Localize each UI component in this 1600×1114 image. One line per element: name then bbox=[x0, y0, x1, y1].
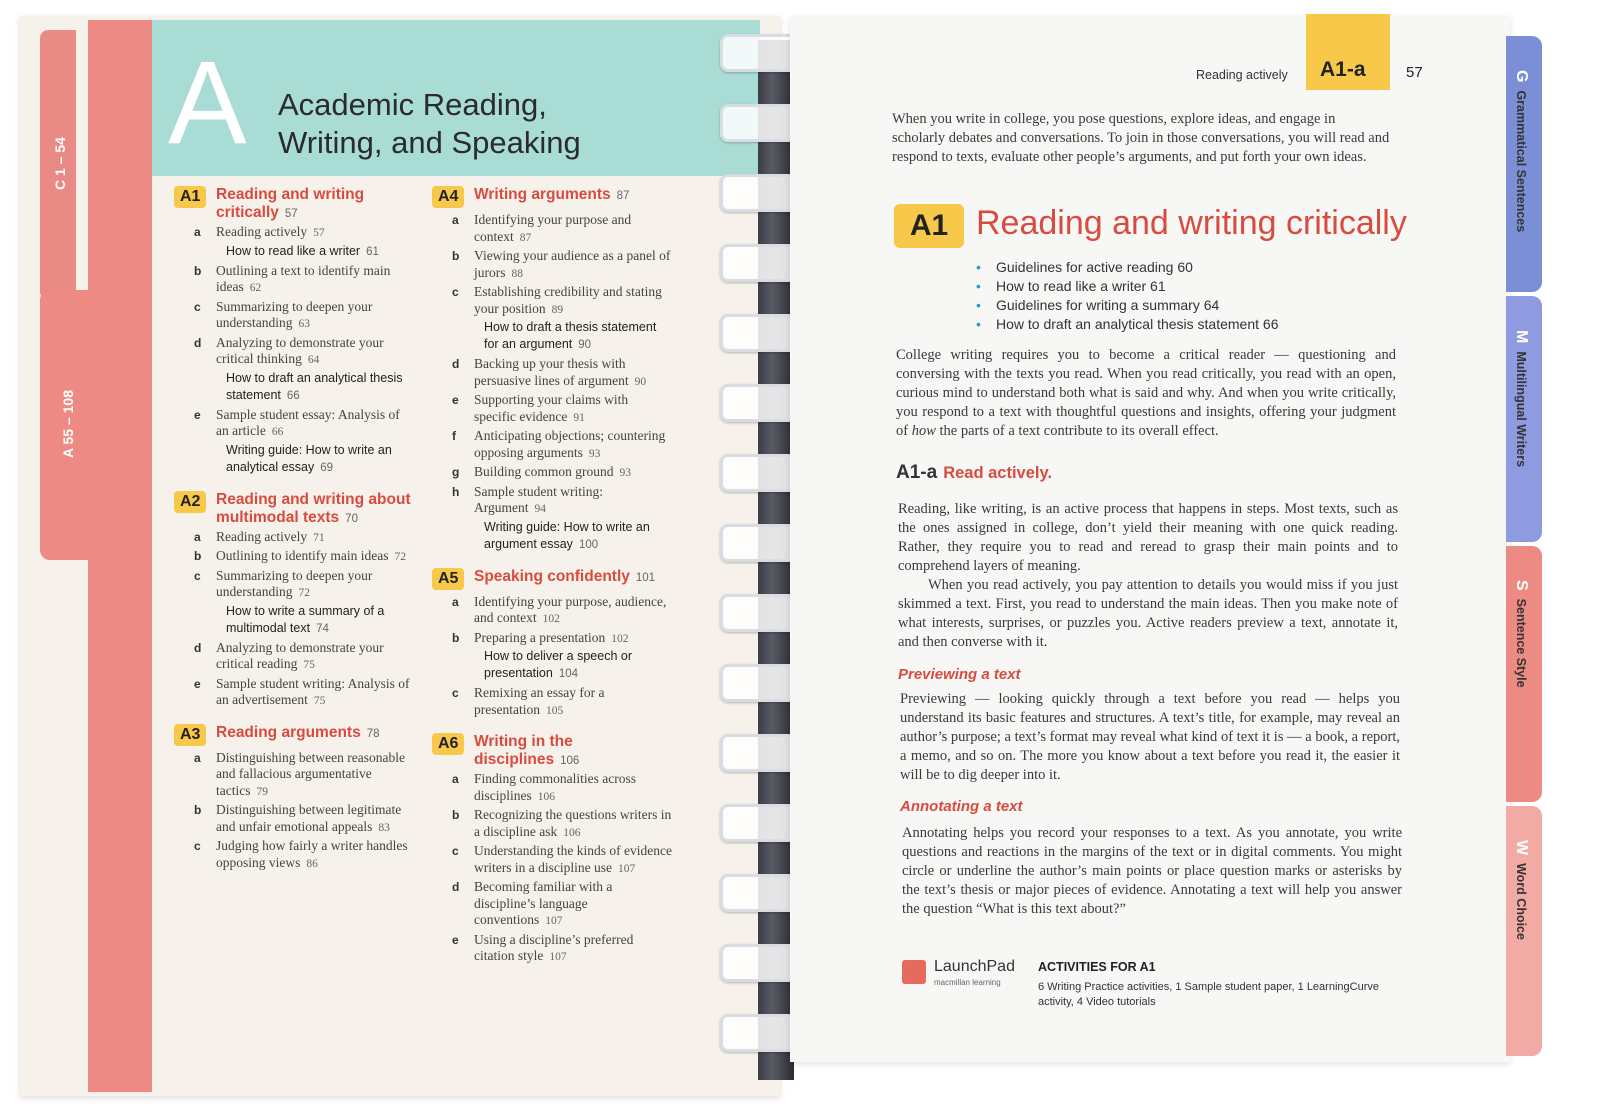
toc-item-text: Understanding the kinds of evidence writers in a discipline use bbox=[474, 843, 672, 875]
toc-item-text: Outlining a text to identify main ideas bbox=[216, 262, 391, 294]
side-tab-s[interactable] bbox=[1506, 546, 1542, 802]
side-tab-label bbox=[1512, 580, 1530, 688]
tab-c-label: C 1 – 54 bbox=[52, 137, 68, 190]
toc-item-page: 93 bbox=[619, 467, 631, 479]
toc-item-page: 90 bbox=[634, 375, 647, 388]
paragraph-4: Previewing — looking quickly through a text before you read — helps you understand its basic features and structures. A text’s title, for example, may reveal an author’s purpose; a text’s format may reveal what kind of text it is — a book, a report, a memo, and so on. The more you know about a text before you read it, the easier it will be to dig deeper into it. bbox=[900, 691, 1400, 783]
toc-subitem-text: How to deliver a speech or presentation bbox=[484, 649, 632, 680]
launchpad-detail: 6 Writing Practice activities, 1 Sample student paper, 1 LearningCurve activity, 4 Video tutorials bbox=[1038, 981, 1379, 1008]
toc-item-letter: b bbox=[194, 803, 202, 817]
section-title: Speaking confidently bbox=[474, 567, 630, 585]
toc-item-letter: c bbox=[194, 568, 201, 583]
section-title: Read actively. bbox=[943, 464, 1053, 482]
toc-item[interactable] bbox=[174, 640, 414, 674]
toc-item[interactable] bbox=[432, 248, 672, 282]
toc-item-page: 75 bbox=[313, 695, 326, 707]
guide-bullet: • How to read like a writer 61 bbox=[976, 277, 1278, 296]
toc-section bbox=[174, 491, 414, 710]
launchpad-name: LaunchPad bbox=[934, 958, 1015, 975]
part-title: Academic Reading, Writing, and Speaking bbox=[278, 87, 581, 160]
toc-subitem[interactable] bbox=[174, 370, 414, 405]
toc-item[interactable] bbox=[174, 750, 414, 801]
toc-item-text: Backing up your thesis with persuasive lines of argument bbox=[474, 356, 629, 388]
section-page: 57 bbox=[284, 208, 298, 220]
toc-item-page: 72 bbox=[298, 587, 310, 599]
chapter-title: Reading and writing critically bbox=[976, 204, 1407, 242]
section-page: 70 bbox=[345, 512, 358, 525]
toc-item-letter: e bbox=[452, 393, 459, 407]
toc-item[interactable] bbox=[432, 843, 672, 877]
side-tab-letter: W bbox=[1513, 840, 1530, 856]
section-heading bbox=[896, 462, 1052, 484]
paragraph-3: When you read actively, you pay attention to details you would miss if you just skimmed a text. First, you read to understand the main ideas. Then you make note of what interests, surprises, or puzzles you. Active readers preview a text, annotate it, and then converse with it. bbox=[898, 577, 1398, 650]
toc-item-page: 87 bbox=[519, 231, 532, 244]
side-tab-text: Grammatical Sentences bbox=[1514, 90, 1528, 233]
guide-bullet: • How to draft an analytical thesis statement 66 bbox=[976, 315, 1278, 334]
toc-item-text: Sample student writing: Argument bbox=[474, 483, 603, 515]
toc-item-text: Using a discipline’s preferred citation style bbox=[474, 931, 634, 963]
part-color-stripe bbox=[88, 20, 152, 1092]
toc-section-head[interactable] bbox=[432, 568, 672, 592]
toc-item-page: 93 bbox=[588, 447, 601, 460]
toc-section bbox=[174, 724, 414, 873]
intro-paragraph: When you write in college, you pose questions, explore ideas, and engage in scholarly debates and conversations. To join in those conversations, you will read and respond to texts, evaluate other people’s arguments, and put forth your own ideas. bbox=[892, 111, 1390, 165]
toc-section-head[interactable] bbox=[174, 186, 414, 222]
toc-item-text: Identifying your purpose and context bbox=[474, 212, 632, 244]
toc-section-head[interactable] bbox=[174, 491, 414, 527]
toc-subitem-page: 104 bbox=[558, 668, 578, 680]
paragraph-5: Annotating helps you record your responses to a text. As you annotate, you write questions and reactions in the margins of the text or in digital comments. You might circle or underline the author’s main points or place question marks or asterisks by the text’s thesis or major pieces of evidence. Annotating a text will help you answer the question “What is this text about?” bbox=[902, 825, 1402, 917]
guide-bullet: • Guidelines for writing a summary 64 bbox=[976, 296, 1278, 315]
side-tab-text: Multilingual Writers bbox=[1514, 351, 1528, 468]
toc-item-page: 107 bbox=[549, 951, 567, 963]
toc-subitem[interactable] bbox=[432, 319, 672, 354]
toc-item-page: 62 bbox=[249, 282, 262, 294]
guide-bullet: • Guidelines for active reading 60 bbox=[976, 258, 1278, 277]
toc-item-page: 94 bbox=[534, 503, 546, 515]
toc-item-page: 72 bbox=[394, 551, 406, 563]
toc-item-letter: d bbox=[452, 357, 460, 371]
toc-item[interactable] bbox=[432, 356, 672, 390]
toc-item-text: Distinguishing between reasonable and fallacious argumentative tactics bbox=[216, 749, 405, 798]
toc-item-text: Analyzing to demonstrate your critical thinking bbox=[216, 334, 384, 366]
toc-item-page: 64 bbox=[307, 354, 320, 366]
toc-item-text: Reading actively bbox=[216, 224, 308, 239]
subhead-previewing: Previewing a text bbox=[898, 666, 1021, 683]
tab-c[interactable] bbox=[40, 30, 76, 300]
toc-item[interactable] bbox=[432, 392, 672, 426]
toc-item-letter: a bbox=[452, 772, 459, 786]
launchpad-activities: ACTIVITIES FOR A1 bbox=[1038, 960, 1156, 974]
toc-item-letter: e bbox=[452, 932, 459, 947]
toc-item-text: Becoming familiar with a discipline’s language conventions bbox=[474, 879, 613, 927]
paragraph-1-end: the parts of a text contribute to its overall effect. bbox=[935, 423, 1219, 439]
section-page: 87 bbox=[616, 190, 630, 202]
toc-item-letter: c bbox=[452, 285, 459, 299]
toc-item-letter: c bbox=[194, 839, 201, 853]
section-badge: A4 bbox=[432, 186, 464, 208]
toc-item-page: 105 bbox=[545, 704, 564, 717]
toc-item-letter: h bbox=[452, 484, 460, 499]
launchpad-logo-icon bbox=[902, 960, 926, 984]
toc-item-page: 75 bbox=[303, 659, 315, 671]
toc-subitem[interactable] bbox=[432, 519, 672, 554]
toc-section-head[interactable] bbox=[432, 186, 672, 210]
paragraph-1-italic: how bbox=[911, 423, 936, 439]
toc-item-letter: a bbox=[194, 225, 201, 239]
toc-item-text: Identifying your purpose, audience, and context bbox=[474, 593, 667, 625]
toc-item-text: Reading actively bbox=[216, 528, 308, 544]
toc-subitem[interactable] bbox=[174, 603, 414, 638]
toc-item[interactable] bbox=[174, 299, 414, 333]
toc-item-page: 66 bbox=[271, 426, 284, 438]
part-letter: A bbox=[168, 37, 247, 169]
toc-section bbox=[174, 186, 414, 477]
toc-subitem-text: Writing guide: How to write an argument essay bbox=[484, 519, 650, 551]
toc-item-letter: b bbox=[452, 249, 460, 263]
section-badge: A5 bbox=[432, 568, 464, 590]
side-tab-text: Word Choice bbox=[1514, 863, 1528, 940]
toc-item-letter: b bbox=[452, 630, 460, 645]
toc-item-letter: c bbox=[452, 686, 459, 700]
toc-subitem-page: 90 bbox=[578, 339, 592, 351]
toc-section bbox=[432, 568, 672, 720]
launchpad-box bbox=[902, 958, 1402, 1018]
toc-item-text: Finding commonalities across disciplines bbox=[474, 771, 636, 803]
section-title: Reading and writing about multimodal texts bbox=[216, 490, 411, 526]
section-title: Reading arguments bbox=[216, 723, 361, 741]
toc-item-page: 63 bbox=[298, 318, 310, 330]
toc-item[interactable] bbox=[432, 879, 672, 930]
tab-a-label: A 55 – 108 bbox=[60, 390, 76, 458]
toc-item-letter: c bbox=[452, 844, 459, 858]
chapter-guides-list bbox=[976, 258, 1278, 334]
toc-item[interactable] bbox=[174, 263, 414, 297]
toc-item[interactable] bbox=[174, 838, 414, 872]
toc-section-head[interactable] bbox=[174, 724, 414, 748]
toc-item-letter: e bbox=[194, 676, 201, 691]
toc-item-text: Viewing your audience as a panel of jurors bbox=[474, 248, 671, 280]
toc-item-text: Remixing an essay for a presentation bbox=[474, 685, 605, 717]
launchpad-sub: macmillan learning bbox=[934, 978, 1001, 987]
toc-subitem-text: How to write a summary of a multimodal text bbox=[226, 603, 385, 635]
section-badge: A1 bbox=[174, 186, 206, 208]
toc-item-text: Outlining to identify main ideas bbox=[216, 548, 389, 563]
side-tab-g[interactable] bbox=[1506, 36, 1542, 292]
toc-item[interactable] bbox=[432, 594, 672, 628]
toc-item[interactable] bbox=[174, 407, 414, 441]
toc-item-text: Anticipating objections; countering opposing arguments bbox=[474, 428, 666, 460]
section-badge: A2 bbox=[174, 491, 206, 513]
toc-item-letter: c bbox=[194, 299, 201, 314]
toc-item-text: Recognizing the questions writers in a discipline ask bbox=[474, 807, 672, 839]
side-tab-w[interactable] bbox=[1506, 806, 1542, 1056]
toc-item[interactable] bbox=[432, 284, 672, 318]
section-title: Reading and writing critically bbox=[216, 186, 365, 221]
section-marker: A1-a bbox=[1320, 58, 1366, 81]
toc-item-page: 106 bbox=[537, 790, 555, 803]
toc-item[interactable] bbox=[432, 464, 672, 482]
toc-item-letter: a bbox=[452, 594, 459, 609]
toc-item-letter: b bbox=[194, 549, 202, 563]
section-title: Writing arguments bbox=[474, 186, 611, 203]
toc-subitem-page: 74 bbox=[316, 622, 329, 635]
toc-item-page: 71 bbox=[313, 531, 325, 544]
toc-item-text: Establishing credibility and stating your position bbox=[474, 284, 662, 316]
toc-item-text: Judging how fairly a writer handles opposing views bbox=[216, 838, 408, 870]
toc-subitem[interactable] bbox=[174, 442, 414, 477]
section-page: 101 bbox=[635, 571, 656, 584]
toc-item-letter: d bbox=[452, 880, 460, 894]
toc-item-page: 86 bbox=[306, 857, 318, 870]
toc-item-text: Distinguishing between legitimate and unfair emotional appeals bbox=[216, 802, 402, 834]
toc-section-head[interactable] bbox=[432, 733, 672, 769]
toc-item[interactable] bbox=[432, 771, 672, 805]
side-tab-m[interactable] bbox=[1506, 296, 1542, 542]
toc-subitem-page: 69 bbox=[320, 461, 334, 474]
toc-item-page: 83 bbox=[378, 821, 390, 834]
toc-item[interactable] bbox=[174, 676, 414, 710]
toc-item-letter: d bbox=[194, 335, 202, 350]
chapter-badge: A1 bbox=[894, 204, 964, 248]
toc-item-text: Supporting your claims with specific evidence bbox=[474, 392, 629, 424]
toc-item-page: 102 bbox=[542, 613, 560, 625]
toc-subitem-page: 66 bbox=[286, 389, 300, 402]
toc-item[interactable] bbox=[432, 212, 672, 246]
running-head: Reading actively bbox=[1196, 68, 1288, 82]
toc-item-page: 79 bbox=[256, 785, 268, 798]
toc-subitem[interactable] bbox=[174, 243, 414, 261]
toc-item[interactable] bbox=[432, 630, 672, 648]
toc-item[interactable] bbox=[174, 548, 414, 566]
toc-subitem-text: How to draft an analytical thesis statement bbox=[226, 370, 403, 402]
side-tab-letter: G bbox=[1513, 70, 1530, 83]
page-number: 57 bbox=[1406, 64, 1423, 81]
side-tab-letter: S bbox=[1513, 580, 1530, 591]
toc-item-letter: g bbox=[452, 465, 460, 479]
section-page: 106 bbox=[560, 755, 580, 767]
toc-item[interactable] bbox=[174, 568, 414, 602]
toc-item-page: 107 bbox=[617, 862, 636, 875]
toc-item[interactable] bbox=[432, 484, 672, 518]
toc-item[interactable] bbox=[174, 335, 414, 369]
section-code: A1-a bbox=[896, 462, 938, 483]
section-page: 78 bbox=[366, 727, 380, 740]
side-tab-label bbox=[1512, 70, 1530, 232]
toc-item-letter: a bbox=[194, 750, 201, 765]
toc-item[interactable] bbox=[432, 685, 672, 719]
toc-item[interactable] bbox=[174, 802, 414, 836]
toc-item-text: Building common ground bbox=[474, 464, 614, 479]
toc-item-letter: b bbox=[194, 263, 202, 278]
toc-item-letter: e bbox=[194, 407, 201, 422]
toc-item[interactable] bbox=[174, 529, 414, 547]
section-badge: A6 bbox=[432, 733, 464, 755]
toc-item-letter: d bbox=[194, 640, 202, 655]
paragraph-1-text: College writing requires you to become a critical reader — questioning and conversing with the texts you read. When you read critically, you read with an open, curious mind to understand both what is said and why. And when you write critically, you respond to a text with thoughtful questions and insights, offering your judgment of bbox=[896, 347, 1396, 439]
toc-item-text: Summarizing to deepen your understanding bbox=[216, 298, 373, 330]
section-title: Writing in the disciplines bbox=[474, 733, 573, 768]
toc-column-1 bbox=[174, 186, 414, 886]
toc-column-2 bbox=[432, 186, 672, 980]
toc-subitem-text: Writing guide: How to write an analytical essay bbox=[226, 442, 392, 474]
toc-item-text: Preparing a presentation bbox=[474, 629, 606, 645]
toc-item-page: 88 bbox=[511, 267, 523, 280]
toc-item[interactable] bbox=[174, 224, 414, 242]
toc-item-page: 57 bbox=[313, 227, 325, 239]
side-tab-label bbox=[1512, 330, 1530, 467]
section-badge: A3 bbox=[174, 724, 206, 746]
toc-item[interactable] bbox=[432, 932, 672, 966]
toc-item-page: 102 bbox=[611, 632, 629, 645]
toc-item-text: Summarizing to deepen your understanding bbox=[216, 567, 373, 599]
side-tab-letter: M bbox=[1513, 330, 1530, 344]
toc-item-page: 91 bbox=[573, 411, 585, 424]
toc-subitem-page: 61 bbox=[366, 245, 379, 258]
side-tab-label bbox=[1512, 840, 1530, 940]
toc-item-letter: f bbox=[452, 429, 456, 443]
toc-item-text: Analyzing to demonstrate your critical reading bbox=[216, 639, 384, 671]
paragraph-2: Reading, like writing, is an active process that happens in steps. Most texts, such as the ones assigned in college, don’t yield their meaning with one quick reading. Rather, they require you to read and reread to grasp their main points and to comprehend layers of meaning. bbox=[898, 501, 1398, 574]
toc-item-text: Sample student essay: Analysis of an article bbox=[216, 406, 400, 438]
paragraph-1 bbox=[896, 346, 1396, 441]
toc-item-letter: a bbox=[452, 213, 459, 227]
toc-item-letter: b bbox=[452, 808, 460, 822]
side-tab-text: Sentence Style bbox=[1514, 598, 1528, 688]
toc-subitem[interactable] bbox=[432, 648, 672, 683]
toc-item-text: Sample student writing: Analysis of an advertisement bbox=[216, 675, 410, 707]
toc-item[interactable] bbox=[432, 807, 672, 841]
toc-item-letter: a bbox=[194, 529, 201, 544]
toc-item-page: 89 bbox=[551, 303, 564, 316]
toc-subitem-text: How to read like a writer bbox=[226, 243, 361, 258]
toc-item[interactable] bbox=[432, 428, 672, 462]
toc-item-page: 107 bbox=[545, 915, 563, 927]
subhead-annotating: Annotating a text bbox=[900, 798, 1023, 815]
toc-subitem-text: How to draft a thesis statement for an argument bbox=[484, 320, 657, 351]
toc-section bbox=[432, 186, 672, 554]
toc-subitem-page: 100 bbox=[578, 538, 599, 551]
toc-section bbox=[432, 733, 672, 966]
toc-item-page: 106 bbox=[563, 826, 581, 839]
